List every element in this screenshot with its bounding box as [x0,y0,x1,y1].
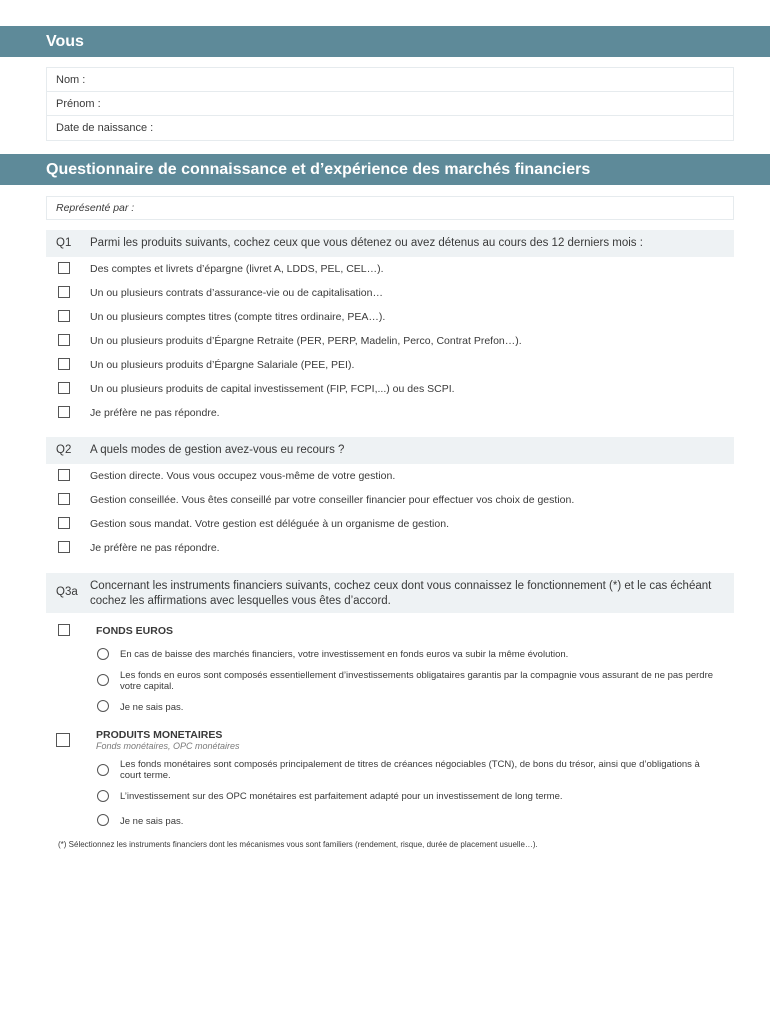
checkbox[interactable] [58,286,70,298]
question-q1 [46,230,734,257]
checkbox[interactable] [58,493,70,505]
checkbox[interactable] [58,406,70,418]
checkbox[interactable] [58,262,70,274]
checkbox[interactable] [58,358,70,370]
question-text: A quels modes de gestion avez-vous eu recours ? [90,444,345,456]
radio-button[interactable] [97,764,109,776]
radio-option-text: Je ne sais pas. [120,816,184,827]
question-number: Q3a [56,586,78,598]
checkbox[interactable] [56,733,70,747]
identity-fields [46,67,734,141]
radio-option-text: L’investissement sur des OPC monétaires est parfaitement adapté pour un investissement de long terme. [120,791,563,802]
section-title-questionnaire: Questionnaire de connaissance et d’expérience des marchés financiers [0,154,770,185]
radio-option-text: En cas de baisse des marchés financiers, votre investissement en fonds euros va subir la même évolution. [120,649,569,660]
footnote: (*) Sélectionnez les instruments financiers dont les mécanismes vous sont familiers (rendement, risque, durée de placement usuelle…). [58,840,538,849]
nom-field[interactable]: Nom : [47,68,733,92]
radio-button[interactable] [97,648,109,660]
radio-option-text: Les fonds monétaires sont composés principalement de titres de créances négociables (TCN), de bons du trésor, ainsi que d’obligations à court terme. [120,759,700,781]
group-title-produits-monetaires: PRODUITS MONETAIRES [96,729,223,741]
question-number: Q1 [56,237,72,249]
section-title-vous: Vous [0,26,770,57]
group-subtitle: Fonds monétaires, OPC monétaires [96,741,240,751]
radio-button[interactable] [97,700,109,712]
question-number: Q2 [56,444,72,456]
group-title-fonds-euros: FONDS EUROS [96,625,174,637]
radio-option-text: Les fonds en euros sont composés essentiellement d’investissements obligataires garantis par la compagnie vous assurant de ne pas perdre votre capital. [120,670,714,692]
radio-button[interactable] [97,814,109,826]
checkbox[interactable] [58,469,70,481]
represente-par-field[interactable]: Représenté par : [46,196,734,220]
prenom-field[interactable]: Prénom : [47,92,733,116]
question-text-line1: Concernant les instruments financiers suivants, cochez ceux dont vous connaissez le fonctionnement (*) et le cas échéant [90,580,712,592]
question-q2 [46,437,734,464]
radio-button[interactable] [97,790,109,802]
question-text: Parmi les produits suivants, cochez ceux que vous détenez ou avez détenus au cours des 12 derniers mois : [90,237,643,249]
checkbox[interactable] [58,541,70,553]
date-naissance-field[interactable]: Date de naissance : [56,122,154,134]
checkbox[interactable] [58,310,70,322]
radio-button[interactable] [97,674,109,686]
checkbox[interactable] [58,624,70,636]
radio-option-text: Je ne sais pas. [120,702,184,713]
checkbox[interactable] [58,517,70,529]
checkbox[interactable] [58,382,70,394]
question-q3a [46,573,734,613]
question-text-line2: cochez les affirmations avec lesquelles vous êtes d’accord. [90,595,391,607]
checkbox[interactable] [58,334,70,346]
